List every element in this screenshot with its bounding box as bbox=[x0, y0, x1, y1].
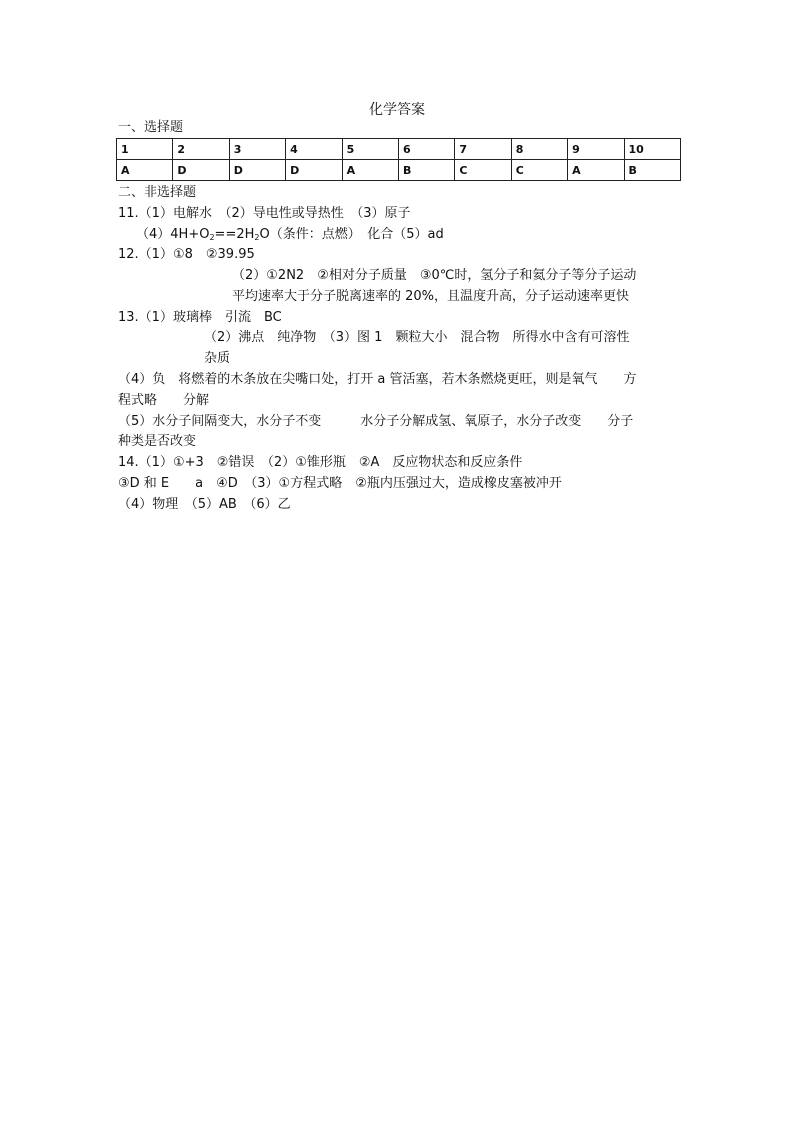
q14-line1: 14.（1）①+3 ②错误 （2）①锥形瓶 ②A 反应物状态和反应条件 bbox=[118, 455, 523, 470]
table-cell: 5 bbox=[342, 139, 398, 160]
q11-subscript: 2 bbox=[254, 233, 260, 242]
q13-line3: 杂质 bbox=[204, 351, 231, 366]
answer-table bbox=[116, 138, 681, 181]
q11-subscript: 2 bbox=[209, 233, 215, 242]
table-cell: 7 bbox=[455, 139, 511, 160]
table-cell: B bbox=[624, 160, 680, 181]
table-cell: A bbox=[568, 160, 624, 181]
table-cell: D bbox=[173, 160, 229, 181]
table-cell: 6 bbox=[398, 139, 454, 160]
q12-line1: 12.（1）①8 ②39.95 bbox=[118, 247, 255, 262]
table-cell: 1 bbox=[117, 139, 173, 160]
q12-line3: 平均速率大于分子脱离速率的 20%，且温度升高，分子运动速率更快 bbox=[232, 289, 630, 304]
q14-line2: ③D 和 E a ④D （3）①方程式略 ②瓶内压强过大，造成橡皮塞被冲开 bbox=[118, 476, 562, 491]
q11-line2-part: O（条件：点燃） 化合（5）ad bbox=[259, 227, 444, 242]
table-cell: 3 bbox=[229, 139, 285, 160]
q11-line2 bbox=[136, 226, 444, 247]
q11-line2-part: （4）4H+O bbox=[136, 227, 210, 242]
table-cell: B bbox=[398, 160, 454, 181]
q12-line2: （2）①2N2 ②相对分子质量 ③0℃时，氢分子和氦分子等分子运动 bbox=[232, 268, 637, 283]
table-cell: 4 bbox=[286, 139, 342, 160]
table-cell: C bbox=[455, 160, 511, 181]
table-cell: 9 bbox=[568, 139, 624, 160]
table-cell: D bbox=[229, 160, 285, 181]
q13-line5: 程式略 分解 bbox=[118, 393, 210, 408]
table-cell: A bbox=[342, 160, 398, 181]
q13-line1: 13.（1）玻璃棒 引流 BC bbox=[118, 310, 282, 325]
table-cell: 2 bbox=[173, 139, 229, 160]
table-cell: D bbox=[286, 160, 342, 181]
q13-line2: （2）沸点 纯净物 （3）图 1 颗粒大小 混合物 所得水中含有可溶性 bbox=[204, 330, 630, 345]
table-row-answers bbox=[117, 160, 681, 181]
table-cell: 10 bbox=[624, 139, 680, 160]
q13-line4: （4）负 将燃着的木条放在尖嘴口处，打开 a 管活塞，若木条燃烧更旺，则是氧气 方 bbox=[118, 372, 637, 387]
table-cell: 8 bbox=[511, 139, 567, 160]
table-row-numbers bbox=[117, 139, 681, 160]
q11-line2-part: ==2H bbox=[214, 227, 255, 242]
q14-line3: （4）物理 （5）AB （6）乙 bbox=[118, 497, 291, 512]
q13-line6: （5）水分子间隔变大，水分子不变 水分子分解成氢、氧原子，水分子改变 分子 bbox=[118, 414, 634, 429]
q11-line1: 11.（1）电解水 （2）导电性或导热性 （3）原子 bbox=[118, 206, 411, 221]
table-cell: A bbox=[117, 160, 173, 181]
table-cell: C bbox=[511, 160, 567, 181]
section-heading-choice: 一、选择题 bbox=[118, 120, 184, 135]
section-heading-nonchoice: 二、非选择题 bbox=[118, 185, 197, 200]
q13-line7: 种类是否改变 bbox=[118, 434, 197, 449]
page-title: 化学答案 bbox=[369, 102, 425, 118]
